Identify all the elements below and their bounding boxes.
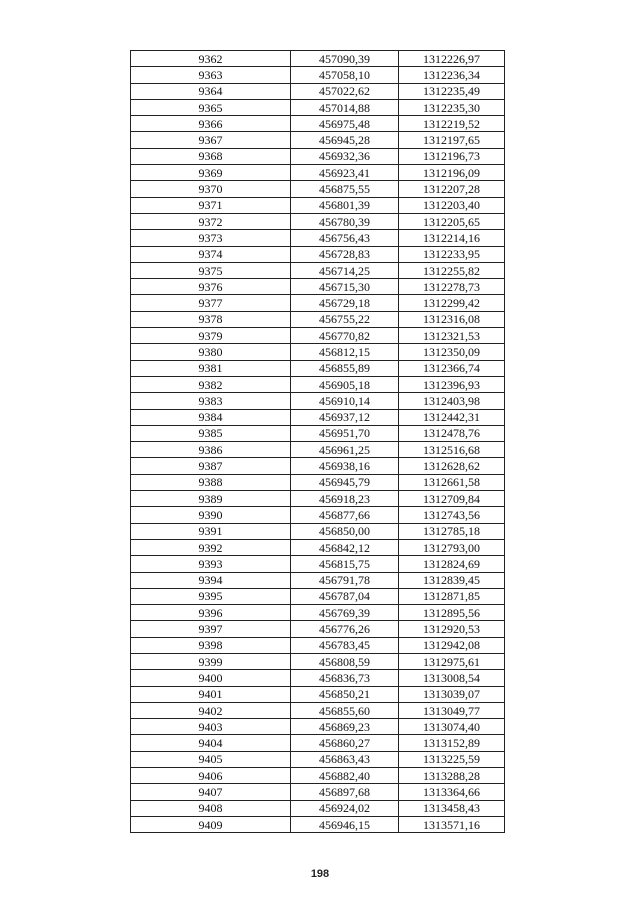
x-coordinate-cell: 457022,62 [291, 83, 399, 99]
x-coordinate-cell: 456910,14 [291, 393, 399, 409]
point-number-cell: 9381 [131, 360, 291, 376]
y-coordinate-cell: 1313571,16 [399, 816, 505, 832]
point-number-cell: 9364 [131, 83, 291, 99]
point-number-cell: 9376 [131, 279, 291, 295]
point-number-cell: 9408 [131, 800, 291, 816]
y-coordinate-cell: 1312236,34 [399, 67, 505, 83]
y-coordinate-cell: 1313074,40 [399, 719, 505, 735]
point-number-cell: 9368 [131, 148, 291, 164]
table-row [131, 474, 505, 490]
x-coordinate-cell: 456815,75 [291, 556, 399, 572]
x-coordinate-cell: 456905,18 [291, 376, 399, 392]
point-number-cell: 9374 [131, 246, 291, 262]
table-row [131, 637, 505, 653]
point-number-cell: 9366 [131, 116, 291, 132]
y-coordinate-cell: 1312214,16 [399, 230, 505, 246]
table-row [131, 670, 505, 686]
point-number-cell: 9391 [131, 523, 291, 539]
y-coordinate-cell: 1313364,66 [399, 784, 505, 800]
point-number-cell: 9378 [131, 311, 291, 327]
table-row [131, 719, 505, 735]
x-coordinate-cell: 457090,39 [291, 51, 399, 67]
x-coordinate-cell: 456787,04 [291, 588, 399, 604]
y-coordinate-cell: 1312278,73 [399, 279, 505, 295]
table-row [131, 344, 505, 360]
y-coordinate-cell: 1312661,58 [399, 474, 505, 490]
x-coordinate-cell: 456882,40 [291, 768, 399, 784]
page-number: 198 [310, 868, 330, 880]
y-coordinate-cell: 1312920,53 [399, 621, 505, 637]
y-coordinate-cell: 1313458,43 [399, 800, 505, 816]
y-coordinate-cell: 1313225,59 [399, 751, 505, 767]
point-number-cell: 9393 [131, 556, 291, 572]
x-coordinate-cell: 457014,88 [291, 99, 399, 115]
table-row [131, 653, 505, 669]
x-coordinate-cell: 456975,48 [291, 116, 399, 132]
table-row [131, 523, 505, 539]
point-number-cell: 9395 [131, 588, 291, 604]
point-number-cell: 9377 [131, 295, 291, 311]
point-number-cell: 9402 [131, 702, 291, 718]
y-coordinate-cell: 1312895,56 [399, 605, 505, 621]
table-row [131, 230, 505, 246]
x-coordinate-cell: 456812,15 [291, 344, 399, 360]
point-number-cell: 9373 [131, 230, 291, 246]
y-coordinate-cell: 1313152,89 [399, 735, 505, 751]
point-number-cell: 9388 [131, 474, 291, 490]
y-coordinate-cell: 1312299,42 [399, 295, 505, 311]
y-coordinate-cell: 1312205,65 [399, 213, 505, 229]
table-row [131, 507, 505, 523]
x-coordinate-cell: 456875,55 [291, 181, 399, 197]
table-row [131, 148, 505, 164]
x-coordinate-cell: 456791,78 [291, 572, 399, 588]
point-number-cell: 9370 [131, 181, 291, 197]
table-row [131, 279, 505, 295]
y-coordinate-cell: 1312196,73 [399, 148, 505, 164]
table-row [131, 539, 505, 555]
y-coordinate-cell: 1312219,52 [399, 116, 505, 132]
y-coordinate-cell: 1312942,08 [399, 637, 505, 653]
x-coordinate-cell: 456783,45 [291, 637, 399, 653]
table-row [131, 491, 505, 507]
point-number-cell: 9406 [131, 768, 291, 784]
point-number-cell: 9367 [131, 132, 291, 148]
point-number-cell: 9400 [131, 670, 291, 686]
x-coordinate-cell: 456877,66 [291, 507, 399, 523]
x-coordinate-cell: 456860,27 [291, 735, 399, 751]
x-coordinate-cell: 456855,89 [291, 360, 399, 376]
table-row [131, 99, 505, 115]
x-coordinate-cell: 456850,21 [291, 686, 399, 702]
x-coordinate-cell: 456850,00 [291, 523, 399, 539]
table-row [131, 621, 505, 637]
y-coordinate-cell: 1312516,68 [399, 442, 505, 458]
y-coordinate-cell: 1313049,77 [399, 702, 505, 718]
y-coordinate-cell: 1312366,74 [399, 360, 505, 376]
table-row [131, 328, 505, 344]
y-coordinate-cell: 1312478,76 [399, 425, 505, 441]
point-number-cell: 9371 [131, 197, 291, 213]
y-coordinate-cell: 1312203,40 [399, 197, 505, 213]
x-coordinate-cell: 456918,23 [291, 491, 399, 507]
point-number-cell: 9397 [131, 621, 291, 637]
table-row [131, 262, 505, 278]
x-coordinate-cell: 456937,12 [291, 409, 399, 425]
x-coordinate-cell: 456801,39 [291, 197, 399, 213]
point-number-cell: 9390 [131, 507, 291, 523]
y-coordinate-cell: 1312316,08 [399, 311, 505, 327]
table-row [131, 588, 505, 604]
x-coordinate-cell: 456869,23 [291, 719, 399, 735]
y-coordinate-cell: 1312975,61 [399, 653, 505, 669]
point-number-cell: 9405 [131, 751, 291, 767]
x-coordinate-cell: 456951,70 [291, 425, 399, 441]
table-row [131, 116, 505, 132]
point-number-cell: 9386 [131, 442, 291, 458]
table-row [131, 83, 505, 99]
point-number-cell: 9369 [131, 165, 291, 181]
x-coordinate-cell: 456729,18 [291, 295, 399, 311]
x-coordinate-cell: 456932,36 [291, 148, 399, 164]
y-coordinate-cell: 1312233,95 [399, 246, 505, 262]
point-number-cell: 9383 [131, 393, 291, 409]
x-coordinate-cell: 456855,60 [291, 702, 399, 718]
y-coordinate-cell: 1313008,54 [399, 670, 505, 686]
table-row [131, 735, 505, 751]
table-row [131, 442, 505, 458]
x-coordinate-cell: 456756,43 [291, 230, 399, 246]
point-number-cell: 9385 [131, 425, 291, 441]
table-row [131, 816, 505, 832]
x-coordinate-cell: 456923,41 [291, 165, 399, 181]
y-coordinate-cell: 1312396,93 [399, 376, 505, 392]
point-number-cell: 9399 [131, 653, 291, 669]
x-coordinate-cell: 456946,15 [291, 816, 399, 832]
point-number-cell: 9396 [131, 605, 291, 621]
x-coordinate-cell: 456945,28 [291, 132, 399, 148]
table-row [131, 751, 505, 767]
y-coordinate-cell: 1312350,09 [399, 344, 505, 360]
x-coordinate-cell: 457058,10 [291, 67, 399, 83]
y-coordinate-cell: 1312785,18 [399, 523, 505, 539]
point-number-cell: 9401 [131, 686, 291, 702]
y-coordinate-cell: 1312871,85 [399, 588, 505, 604]
point-number-cell: 9403 [131, 719, 291, 735]
point-number-cell: 9387 [131, 458, 291, 474]
x-coordinate-cell: 456769,39 [291, 605, 399, 621]
x-coordinate-cell: 456924,02 [291, 800, 399, 816]
point-number-cell: 9382 [131, 376, 291, 392]
x-coordinate-cell: 456938,16 [291, 458, 399, 474]
y-coordinate-cell: 1312235,30 [399, 99, 505, 115]
y-coordinate-cell: 1313039,07 [399, 686, 505, 702]
y-coordinate-cell: 1312255,82 [399, 262, 505, 278]
y-coordinate-cell: 1312824,69 [399, 556, 505, 572]
table-row [131, 165, 505, 181]
table-row [131, 572, 505, 588]
table-row [131, 295, 505, 311]
table-row [131, 213, 505, 229]
table-row [131, 376, 505, 392]
point-number-cell: 9380 [131, 344, 291, 360]
table-row [131, 197, 505, 213]
x-coordinate-cell: 456842,12 [291, 539, 399, 555]
x-coordinate-cell: 456945,79 [291, 474, 399, 490]
y-coordinate-cell: 1312839,45 [399, 572, 505, 588]
point-number-cell: 9384 [131, 409, 291, 425]
x-coordinate-cell: 456728,83 [291, 246, 399, 262]
table-row [131, 784, 505, 800]
point-number-cell: 9362 [131, 51, 291, 67]
y-coordinate-cell: 1312226,97 [399, 51, 505, 67]
table-row [131, 181, 505, 197]
point-number-cell: 9407 [131, 784, 291, 800]
y-coordinate-cell: 1312743,56 [399, 507, 505, 523]
table-row [131, 409, 505, 425]
y-coordinate-cell: 1312321,53 [399, 328, 505, 344]
point-number-cell: 9372 [131, 213, 291, 229]
coordinates-table-body [131, 51, 505, 833]
table-row [131, 311, 505, 327]
table-row [131, 686, 505, 702]
table-row [131, 425, 505, 441]
coordinates-table [130, 50, 505, 833]
x-coordinate-cell: 456780,39 [291, 213, 399, 229]
table-row [131, 605, 505, 621]
point-number-cell: 9363 [131, 67, 291, 83]
y-coordinate-cell: 1312196,09 [399, 165, 505, 181]
x-coordinate-cell: 456715,30 [291, 279, 399, 295]
point-number-cell: 9375 [131, 262, 291, 278]
y-coordinate-cell: 1312793,00 [399, 539, 505, 555]
x-coordinate-cell: 456808,59 [291, 653, 399, 669]
table-row [131, 800, 505, 816]
y-coordinate-cell: 1312235,49 [399, 83, 505, 99]
y-coordinate-cell: 1312207,28 [399, 181, 505, 197]
point-number-cell: 9379 [131, 328, 291, 344]
table-row [131, 51, 505, 67]
table-row [131, 67, 505, 83]
table-row [131, 458, 505, 474]
table-row [131, 702, 505, 718]
y-coordinate-cell: 1313288,28 [399, 768, 505, 784]
table-row [131, 246, 505, 262]
point-number-cell: 9389 [131, 491, 291, 507]
point-number-cell: 9365 [131, 99, 291, 115]
table-row [131, 556, 505, 572]
y-coordinate-cell: 1312197,65 [399, 132, 505, 148]
point-number-cell: 9404 [131, 735, 291, 751]
y-coordinate-cell: 1312628,62 [399, 458, 505, 474]
point-number-cell: 9392 [131, 539, 291, 555]
y-coordinate-cell: 1312442,31 [399, 409, 505, 425]
x-coordinate-cell: 456770,82 [291, 328, 399, 344]
x-coordinate-cell: 456961,25 [291, 442, 399, 458]
x-coordinate-cell: 456897,68 [291, 784, 399, 800]
table-row [131, 132, 505, 148]
x-coordinate-cell: 456755,22 [291, 311, 399, 327]
y-coordinate-cell: 1312403,98 [399, 393, 505, 409]
point-number-cell: 9398 [131, 637, 291, 653]
x-coordinate-cell: 456836,73 [291, 670, 399, 686]
x-coordinate-cell: 456776,26 [291, 621, 399, 637]
point-number-cell: 9409 [131, 816, 291, 832]
point-number-cell: 9394 [131, 572, 291, 588]
x-coordinate-cell: 456714,25 [291, 262, 399, 278]
table-row [131, 360, 505, 376]
table-row [131, 768, 505, 784]
y-coordinate-cell: 1312709,84 [399, 491, 505, 507]
x-coordinate-cell: 456863,43 [291, 751, 399, 767]
table-row [131, 393, 505, 409]
